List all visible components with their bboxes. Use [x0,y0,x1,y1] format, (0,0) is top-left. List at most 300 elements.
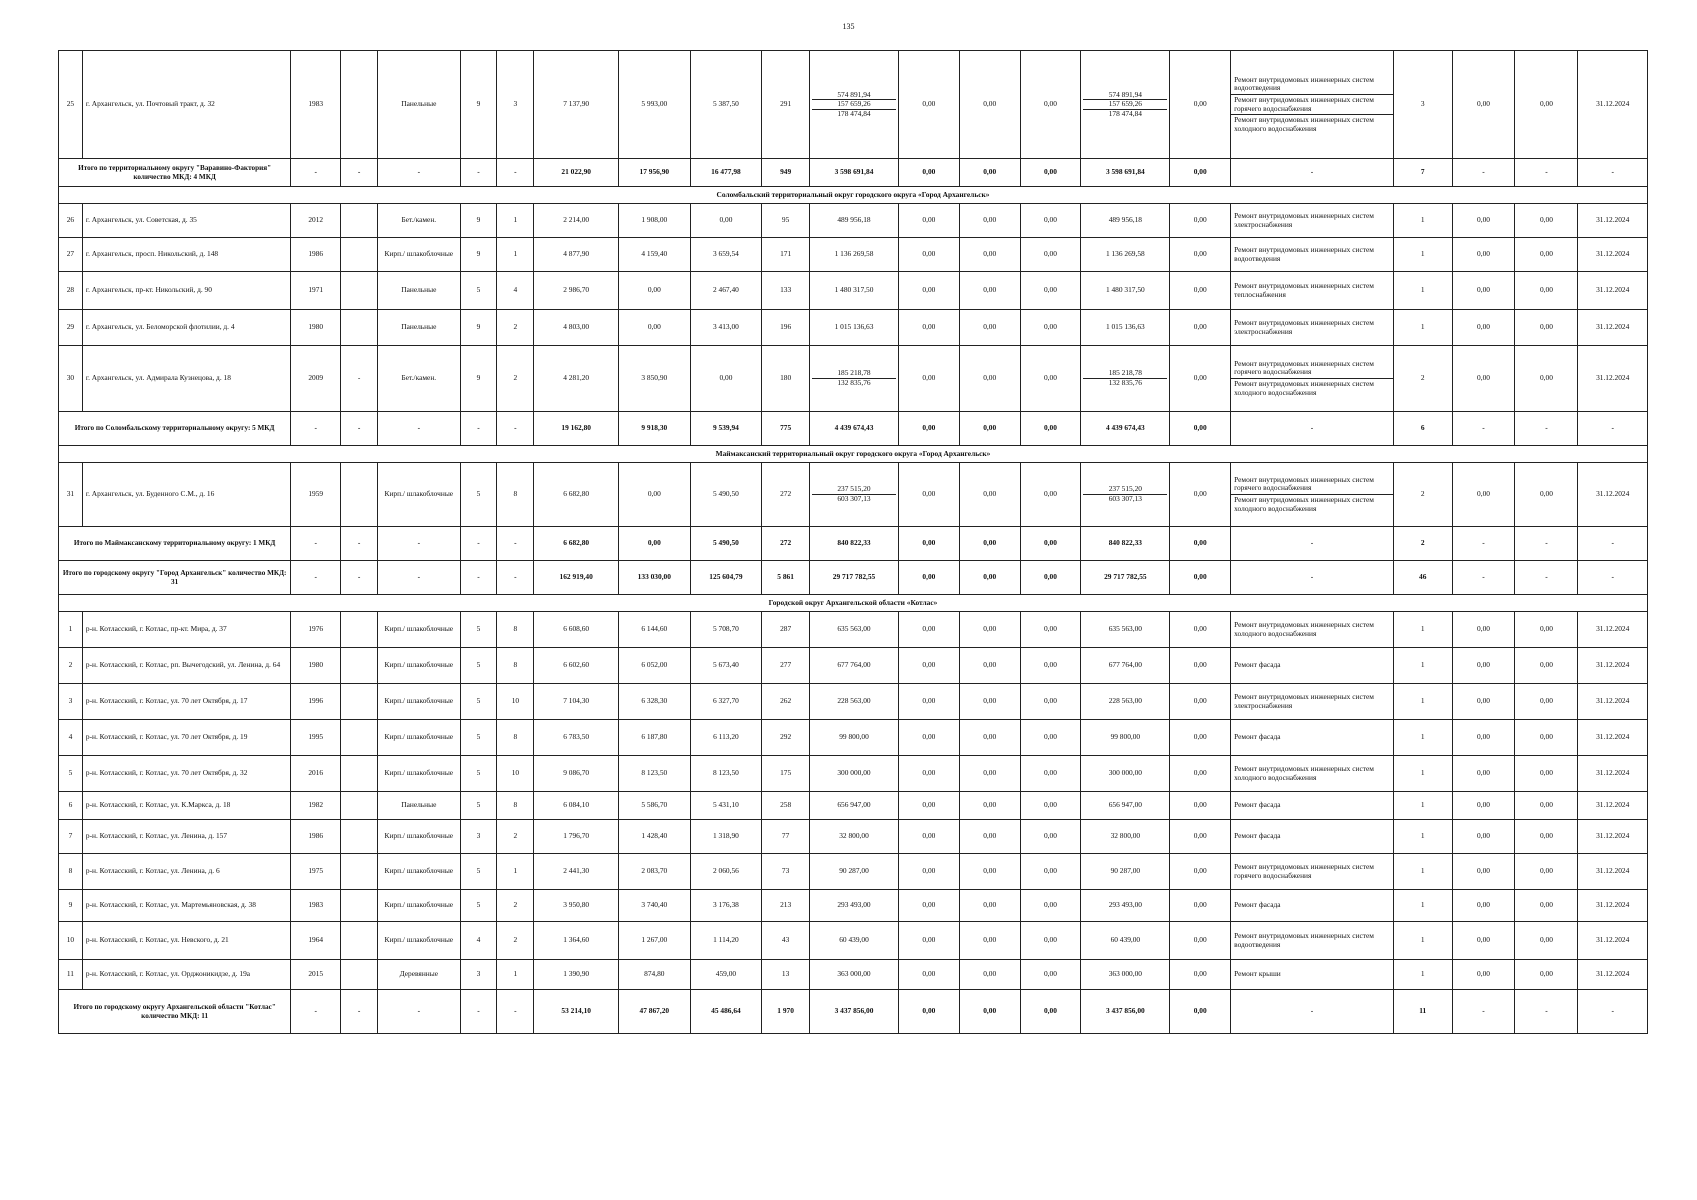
fund-cell: 0,00 [959,238,1020,272]
building-row [59,463,1648,527]
fund-cell: 0,00 [959,792,1020,820]
deadline-date: - [1578,990,1648,1034]
residents-count: 43 [762,922,810,960]
work-type [1231,204,1394,238]
wall-material: Кирп./ шлакоблочные [378,756,460,792]
total-cost: 635 563,00 [810,612,899,648]
fund-cell: 0,00 [1020,648,1081,684]
residents-count: 5 861 [762,561,810,595]
dash-cell: - [341,412,378,446]
fund-cell: 0,00 [1170,684,1231,720]
row-number: 3 [59,684,83,720]
build-year: 1986 [291,238,341,272]
work-type [1231,612,1394,648]
total-cost: 840 822,33 [810,527,899,561]
area-living: 16 477,98 [690,159,762,187]
fund-cell: 0,00 [1020,159,1081,187]
area-total: 6 682,80 [534,463,619,527]
row-number: 6 [59,792,83,820]
owners-cost: 293 493,00 [1081,890,1170,922]
work-count: 2 [1393,346,1452,412]
work-count: 1 [1393,684,1452,720]
dash-cell: - [460,412,497,446]
build-year: 1980 [291,310,341,346]
work-type [1231,792,1394,820]
work-type [1231,238,1394,272]
area-residential: 6 187,80 [619,720,691,756]
residents-count: 171 [762,238,810,272]
fund-cell: 0,00 [959,561,1020,595]
building-row [59,238,1648,272]
fund-cell: 0,00 [1020,527,1081,561]
area-living: 3 413,00 [690,310,762,346]
fund-cell: 0,00 [1020,238,1081,272]
area-living: 1 114,20 [690,922,762,960]
area-total: 4 281,20 [534,346,619,412]
fund-cell: 0,00 [1170,990,1231,1034]
fund-cell: 0,00 [1020,854,1081,890]
area-total: 19 162,80 [534,412,619,446]
fund-cell: 0,00 [1170,346,1231,412]
building-address: р-н. Котласский, г. Котлас, рп. Вычегодский, ул. Ленина, д. 64 [82,648,290,684]
total-cost: 1 136 269,58 [810,238,899,272]
build-year: 1983 [291,51,341,159]
build-year: 1983 [291,890,341,922]
total-cost [810,463,899,527]
work-count: 11 [1393,990,1452,1034]
build-year: 2009 [291,346,341,412]
wall-material: Панельные [378,792,460,820]
flag-cell [341,463,378,527]
area-total: 1 390,90 [534,960,619,990]
work-item: Ремонт внутридомовых инженерных систем электроснабжения [1234,210,1374,229]
entrances-count: 1 [497,854,534,890]
subtotal-row [59,990,1648,1034]
area-total: 6 602,60 [534,648,619,684]
owners-cost [1081,463,1170,527]
area-living: 459,00 [690,960,762,990]
value-cell: 0,00 [1515,922,1578,960]
work-item: Ремонт внутридомовых инженерных систем теплоснабжения [1234,280,1374,299]
dash-cell: - [291,159,341,187]
fund-cell: 0,00 [1020,310,1081,346]
deadline-date: 31.12.2024 [1578,922,1648,960]
entrances-count: 2 [497,310,534,346]
fund-cell: 0,00 [959,272,1020,310]
value-cell: - [1515,990,1578,1034]
dash-cell: - [341,561,378,595]
area-living: 3 176,38 [690,890,762,922]
row-number: 29 [59,310,83,346]
residents-count: 95 [762,204,810,238]
residents-count: 775 [762,412,810,446]
work-count: 1 [1393,720,1452,756]
deadline-date: 31.12.2024 [1578,960,1648,990]
fund-cell: 0,00 [1020,204,1081,238]
fund-cell: 0,00 [1020,272,1081,310]
floors-count: 9 [460,51,497,159]
owners-cost: 489 956,18 [1081,204,1170,238]
fund-cell: 0,00 [1020,990,1081,1034]
build-year: 1959 [291,463,341,527]
build-year: 2016 [291,756,341,792]
building-row [59,792,1648,820]
fund-cell: 0,00 [1020,612,1081,648]
floors-count: 5 [460,648,497,684]
build-year: 1976 [291,612,341,648]
dash-cell: - [497,412,534,446]
wall-material: Кирп./ шлакоблочные [378,820,460,854]
residents-count: 77 [762,820,810,854]
fund-cell: 0,00 [899,820,960,854]
owners-cost [1081,346,1170,412]
section-header-row [59,187,1648,204]
area-residential: 133 030,00 [619,561,691,595]
floors-count: 5 [460,684,497,720]
total-cost: 228 563,00 [810,684,899,720]
work-type [1231,820,1394,854]
build-year: 1964 [291,922,341,960]
entrances-count: 10 [497,684,534,720]
area-residential: 3 740,40 [619,890,691,922]
section-header-row [59,446,1648,463]
building-row [59,612,1648,648]
area-total: 6 084,10 [534,792,619,820]
fund-cell: 0,00 [899,272,960,310]
area-living: 6 327,70 [690,684,762,720]
cost-item: 237 515,20 [837,484,871,494]
area-residential: 6 144,60 [619,612,691,648]
row-number: 2 [59,648,83,684]
cost-item: 178 474,84 [1083,109,1167,119]
total-cost [810,346,899,412]
deadline-date: 31.12.2024 [1578,346,1648,412]
entrances-count: 1 [497,238,534,272]
area-living: 9 539,94 [690,412,762,446]
entrances-count: 8 [497,463,534,527]
value-cell: 0,00 [1515,684,1578,720]
floors-count: 9 [460,346,497,412]
area-total: 53 214,10 [534,990,619,1034]
work-item: Ремонт внутридомовых инженерных систем водоотведения [1234,930,1374,949]
area-residential: 1 908,00 [619,204,691,238]
build-year: 1995 [291,720,341,756]
owners-cost: 363 000,00 [1081,960,1170,990]
building-address: г. Архангельск, ул. Адмирала Кузнецова, д. 18 [82,346,290,412]
area-residential: 0,00 [619,527,691,561]
value-cell: - [1515,561,1578,595]
total-cost: 1 015 136,63 [810,310,899,346]
build-year: 2015 [291,960,341,990]
fund-cell: 0,00 [1170,51,1231,159]
work-count: 1 [1393,648,1452,684]
work-item: Ремонт фасада [1234,660,1281,670]
fund-cell: 0,00 [899,720,960,756]
residents-count: 262 [762,684,810,720]
flag-cell [341,854,378,890]
work-item: Ремонт внутридомовых инженерных систем горячего водоснабжения [1231,94,1393,114]
work-count: 1 [1393,792,1452,820]
fund-cell: 0,00 [899,922,960,960]
work-count: 1 [1393,922,1452,960]
total-cost: 29 717 782,55 [810,561,899,595]
work-type: - [1231,561,1394,595]
wall-material: Бет./камен. [378,346,460,412]
value-cell: 0,00 [1452,272,1515,310]
area-residential: 6 328,30 [619,684,691,720]
cost-item: 574 891,94 [837,89,871,99]
area-residential: 1 267,00 [619,922,691,960]
flag-cell [341,238,378,272]
cost-item: 132 835,76 [812,378,896,388]
owners-cost: 656 947,00 [1081,792,1170,820]
work-item: Ремонт внутридомовых инженерных систем холодного водоснабжения [1231,378,1393,398]
value-cell: 0,00 [1515,720,1578,756]
floors-count: 5 [460,890,497,922]
flag-cell [341,820,378,854]
flag-cell [341,684,378,720]
dash-cell: - [460,990,497,1034]
total-cost: 293 493,00 [810,890,899,922]
entrances-count: 2 [497,820,534,854]
fund-cell: 0,00 [959,310,1020,346]
deadline-date: 31.12.2024 [1578,720,1648,756]
fund-cell: 0,00 [1170,238,1231,272]
dash-cell: - [291,527,341,561]
cost-item: 603 307,13 [812,494,896,504]
work-count: 1 [1393,820,1452,854]
fund-cell: 0,00 [959,854,1020,890]
build-year: 1986 [291,820,341,854]
dash-cell: - [378,990,460,1034]
deadline-date: 31.12.2024 [1578,792,1648,820]
area-residential: 1 428,40 [619,820,691,854]
work-type [1231,684,1394,720]
area-residential: 17 956,90 [619,159,691,187]
value-cell: 0,00 [1452,720,1515,756]
wall-material: Кирп./ шлакоблочные [378,612,460,648]
total-cost: 99 800,00 [810,720,899,756]
value-cell: 0,00 [1515,346,1578,412]
flag-cell [341,890,378,922]
building-row [59,204,1648,238]
fund-cell: 0,00 [959,412,1020,446]
work-item: Ремонт крыши [1234,969,1281,979]
cost-item: 185 218,78 [837,368,871,378]
fund-cell: 0,00 [959,990,1020,1034]
owners-cost: 29 717 782,55 [1081,561,1170,595]
residents-count: 277 [762,648,810,684]
deadline-date: 31.12.2024 [1578,854,1648,890]
area-living: 5 490,50 [690,463,762,527]
value-cell: 0,00 [1515,756,1578,792]
owners-cost: 4 439 674,43 [1081,412,1170,446]
work-type: - [1231,527,1394,561]
area-total: 4 803,00 [534,310,619,346]
work-item: Ремонт фасада [1234,900,1281,910]
section-title: Маймаксанский территориальный округ городского округа «Город Архангельск» [59,446,1648,463]
owners-cost: 3 437 856,00 [1081,990,1170,1034]
subtotal-label: Итого по Соломбальскому территориальному округу: 5 МКД [59,412,291,446]
value-cell: 0,00 [1515,204,1578,238]
work-type [1231,310,1394,346]
area-total: 1 796,70 [534,820,619,854]
fund-cell: 0,00 [1020,684,1081,720]
value-cell: 0,00 [1515,310,1578,346]
floors-count: 3 [460,820,497,854]
dash-cell: - [341,990,378,1034]
fund-cell: 0,00 [1170,922,1231,960]
area-living: 45 486,64 [690,990,762,1034]
work-type: - [1231,990,1394,1034]
building-row [59,922,1648,960]
row-number: 28 [59,272,83,310]
fund-cell: 0,00 [959,204,1020,238]
entrances-count: 1 [497,204,534,238]
fund-cell: 0,00 [1170,310,1231,346]
deadline-date: 31.12.2024 [1578,684,1648,720]
building-address: г. Архангельск, ул. Советская, д. 35 [82,204,290,238]
total-cost: 1 480 317,50 [810,272,899,310]
wall-material: Кирп./ шлакоблочные [378,854,460,890]
area-living: 2 060,56 [690,854,762,890]
work-type: - [1231,412,1394,446]
wall-material: Кирп./ шлакоблочные [378,890,460,922]
building-row [59,890,1648,922]
total-cost: 3 437 856,00 [810,990,899,1034]
area-residential: 8 123,50 [619,756,691,792]
area-residential: 0,00 [619,463,691,527]
area-residential: 2 083,70 [619,854,691,890]
work-count: 1 [1393,272,1452,310]
building-address: г. Архангельск, ул. Почтовый тракт, д. 32 [82,51,290,159]
fund-cell: 0,00 [1170,159,1231,187]
area-residential: 4 159,40 [619,238,691,272]
fund-cell: 0,00 [959,648,1020,684]
dash-cell: - [497,527,534,561]
area-residential: 5 993,00 [619,51,691,159]
area-residential: 9 918,30 [619,412,691,446]
wall-material: Кирп./ шлакоблочные [378,648,460,684]
row-number: 26 [59,204,83,238]
cost-item: 574 891,94 [1108,89,1142,99]
building-address: р-н. Котласский, г. Котлас, ул. Орджоникидзе, д. 19а [82,960,290,990]
entrances-count: 2 [497,346,534,412]
total-cost: 300 000,00 [810,756,899,792]
fund-cell: 0,00 [959,346,1020,412]
fund-cell: 0,00 [899,238,960,272]
work-count: 2 [1393,463,1452,527]
area-total: 6 783,50 [534,720,619,756]
dash-cell: - [460,527,497,561]
work-item: Ремонт внутридомовых инженерных систем холодного водоснабжения [1231,494,1393,514]
deadline-date: 31.12.2024 [1578,612,1648,648]
area-total: 2 441,30 [534,854,619,890]
fund-cell: 0,00 [1170,561,1231,595]
area-living: 5 431,10 [690,792,762,820]
fund-cell: 0,00 [1170,792,1231,820]
wall-material: Кирп./ шлакоблочные [378,238,460,272]
building-row [59,960,1648,990]
area-living: 5 490,50 [690,527,762,561]
deadline-date: 31.12.2024 [1578,310,1648,346]
deadline-date: 31.12.2024 [1578,463,1648,527]
deadline-date: 31.12.2024 [1578,51,1648,159]
value-cell: 0,00 [1515,648,1578,684]
fund-cell: 0,00 [1170,890,1231,922]
fund-cell: 0,00 [899,159,960,187]
work-item: Ремонт внутридомовых инженерных систем холодного водоснабжения [1231,114,1393,134]
repair-program-table [58,50,1648,1034]
fund-cell: 0,00 [1170,527,1231,561]
total-cost: 60 439,00 [810,922,899,960]
area-residential: 6 052,00 [619,648,691,684]
area-living: 2 467,40 [690,272,762,310]
subtotal-label: Итого по городскому округу "Город Архангельск" количество МКД: 31 [59,561,291,595]
wall-material: Кирп./ шлакоблочные [378,720,460,756]
entrances-count: 4 [497,272,534,310]
floors-count: 9 [460,238,497,272]
area-living: 5 708,70 [690,612,762,648]
total-cost: 656 947,00 [810,792,899,820]
value-cell: 0,00 [1452,238,1515,272]
area-living: 8 123,50 [690,756,762,792]
building-address: г. Архангельск, ул. Беломорской флотилии, д. 4 [82,310,290,346]
building-address: р-н. Котласский, г. Котлас, ул. Ленина, д. 157 [82,820,290,854]
fund-cell: 0,00 [959,684,1020,720]
row-number: 1 [59,612,83,648]
residents-count: 73 [762,854,810,890]
build-year: 1971 [291,272,341,310]
deadline-date: 31.12.2024 [1578,204,1648,238]
cost-item: 185 218,78 [1108,368,1142,378]
residents-count: 292 [762,720,810,756]
total-cost [810,51,899,159]
residents-count: 287 [762,612,810,648]
area-total: 162 919,40 [534,561,619,595]
cost-item: 178 474,84 [812,109,896,119]
row-number: 7 [59,820,83,854]
entrances-count: 1 [497,960,534,990]
residents-count: 272 [762,527,810,561]
area-total: 2 986,70 [534,272,619,310]
work-item: Ремонт внутридомовых инженерных систем горячего водоснабжения [1234,861,1374,880]
area-total: 3 950,80 [534,890,619,922]
area-total: 2 214,00 [534,204,619,238]
flag-cell [341,51,378,159]
entrances-count: 8 [497,792,534,820]
fund-cell: 0,00 [959,463,1020,527]
residents-count: 13 [762,960,810,990]
fund-cell: 0,00 [1170,720,1231,756]
work-count: 3 [1393,51,1452,159]
building-row [59,51,1648,159]
row-number: 4 [59,720,83,756]
fund-cell: 0,00 [899,960,960,990]
value-cell: 0,00 [1515,612,1578,648]
fund-cell: 0,00 [899,648,960,684]
flag-cell [341,756,378,792]
work-item: Ремонт фасада [1234,831,1281,841]
row-number: 9 [59,890,83,922]
fund-cell: 0,00 [899,684,960,720]
page-number: 135 [842,22,855,31]
build-year: 2012 [291,204,341,238]
work-count: 1 [1393,890,1452,922]
area-living: 125 604,79 [690,561,762,595]
dash-cell: - [378,527,460,561]
fund-cell: 0,00 [959,612,1020,648]
